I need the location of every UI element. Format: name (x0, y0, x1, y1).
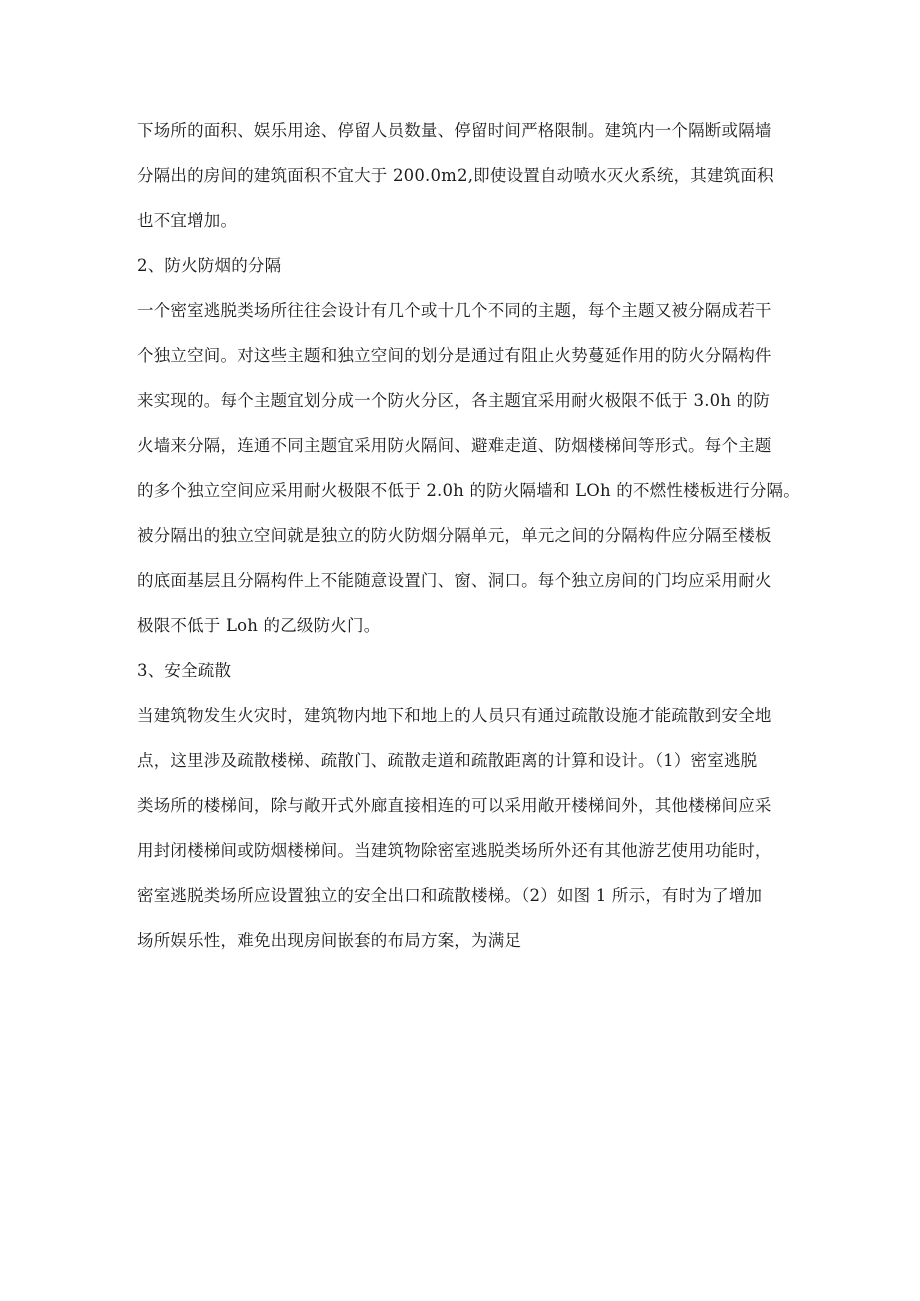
text-line: 下场所的面积、娱乐用途、停留人员数量、停留时间严格限制。建筑内一个隔断或隔墙 (137, 121, 772, 140)
text-line: 火墙来分隔，连通不同主题宜采用防火隔间、避难走道、防烟楼梯间等形式。每个主题 (137, 436, 772, 455)
section-heading: 3、安全疏散 (137, 661, 232, 680)
text-line: 极限不低于 Loh 的乙级防火门。 (137, 616, 381, 635)
text-line: 场所娱乐性，难免出现房间嵌套的布局方案，为满足 (137, 931, 522, 950)
text-line: 分隔出的房间的建筑面积不宜大于 200.0m2,即使设置自动喷水灭火系统，其建筑面积 (137, 166, 774, 185)
text-line: 用封闭楼梯间或防烟楼梯间。当建筑物除密室逃脱类场所外还有其他游艺使用功能时， (137, 841, 772, 860)
text-line: 点，这里涉及疏散楼梯、疏散门、疏散走道和疏散距离的计算和设计。（1）密室逃脱 (137, 751, 758, 770)
text-line: 被分隔出的独立空间就是独立的防火防烟分隔单元，单元之间的分隔构件应分隔至楼板 (137, 526, 772, 545)
text-line: 的底面基层且分隔构件上不能随意设置门、窗、洞口。每个独立房间的门均应采用耐火 (137, 571, 772, 590)
text-line: 也不宜增加。 (137, 211, 238, 230)
text-line: 密室逃脱类场所应设置独立的安全出口和疏散楼梯。（2）如图 1 所示，有时为了增加 (137, 886, 763, 905)
text-line: 类场所的楼梯间，除与敞开式外廊直接相连的可以采用敞开楼梯间外，其他楼梯间应采 (137, 796, 772, 815)
text-line: 来实现的。每个主题宜划分成一个防火分区，各主题宜采用耐火极限不低于 3.0h 的防 (137, 391, 771, 410)
text-line: 个独立空间。对这些主题和独立空间的划分是通过有阻止火势蔓延作用的防火分隔构件 (137, 346, 772, 365)
text-line: 当建筑物发生火灾时，建筑物内地下和地上的人员只有通过疏散设施才能疏散到安全地 (137, 706, 772, 725)
section-heading: 2、防火防烟的分隔 (137, 256, 282, 275)
text-line: 的多个独立空间应采用耐火极限不低于 2.0h 的防火隔墙和 LOh 的不燃性楼板进行分隔。 (137, 481, 800, 500)
text-line: 一个密室逃脱类场所往往会设计有几个或十几个不同的主题，每个主题又被分隔成若干 (137, 301, 772, 320)
